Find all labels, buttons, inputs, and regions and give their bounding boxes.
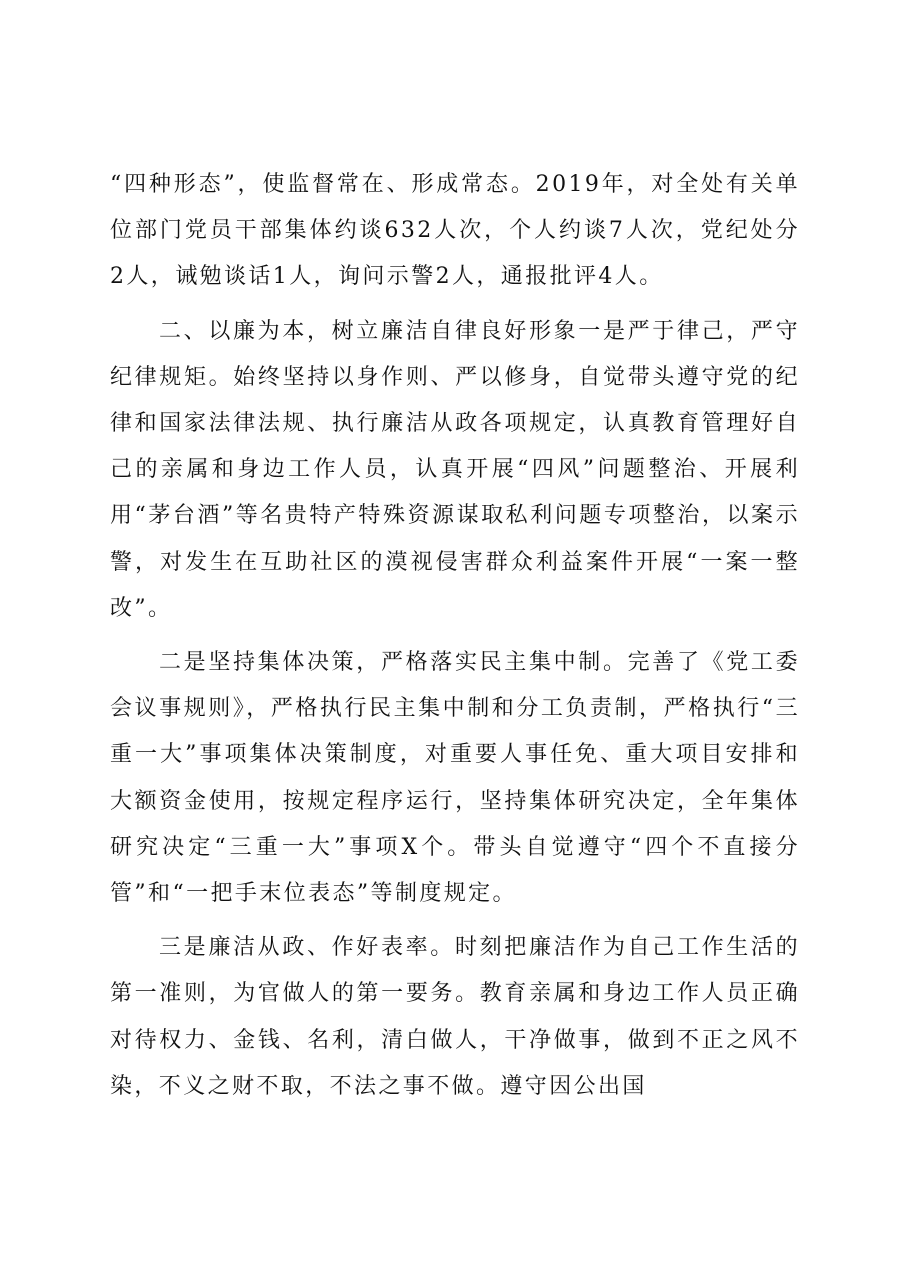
paragraph-collective-decision: 二是坚持集体决策，严格落实民主集中制。完善了《党工委会议事规则》，严格执行民主集中制和分工负责制，严格执行“三重一大”事项集体决策制度，对重要人事任免、重大项目安排和大额资金使用，按规定程序运行，坚持集体研究决定，全年集体研究决定“三重一大”事项X个。带头自觉遵守“四个不直接分管”和“一把手末位表态”等制度规定。 [110,650,800,907]
paragraph-section-two: 二、以廉为本，树立廉洁自律良好形象一是严于律己，严守纪律规矩。始终坚持以身作则、严以修身，自觉带头遵守党的纪律和国家法律法规、执行廉洁从政各项规定，认真教育管理好自己的亲属和身边工作人员，认真开展“四风”问题整治、开展利用“茅台酒”等名贵特产特殊资源谋取私利问题专项整治，以案示警，对发生在互助社区的漠视侵害群众利益案件开展“一案一整改”。 [110,318,800,621]
paragraph-integrity: 三是廉洁从政、作好表率。时刻把廉洁作为自己工作生活的第一准则，为官做人的第一要务。教育亲属和身边工作人员正确对待权力、金钱、名利，清白做人，干净做事，做到不正之风不染，不义之财不取，不法之事不做。遵守因公出国 [110,935,800,1099]
paragraph-continuation: “四种形态”，使监督常在、形成常态。2019年，对全处有关单位部门党员干部集体约谈632人次，个人约谈7人次，党纪处分2人，诫勉谈话1人，询问示警2人，通报批评4人。 [110,172,800,290]
document-body [110,162,800,1118]
